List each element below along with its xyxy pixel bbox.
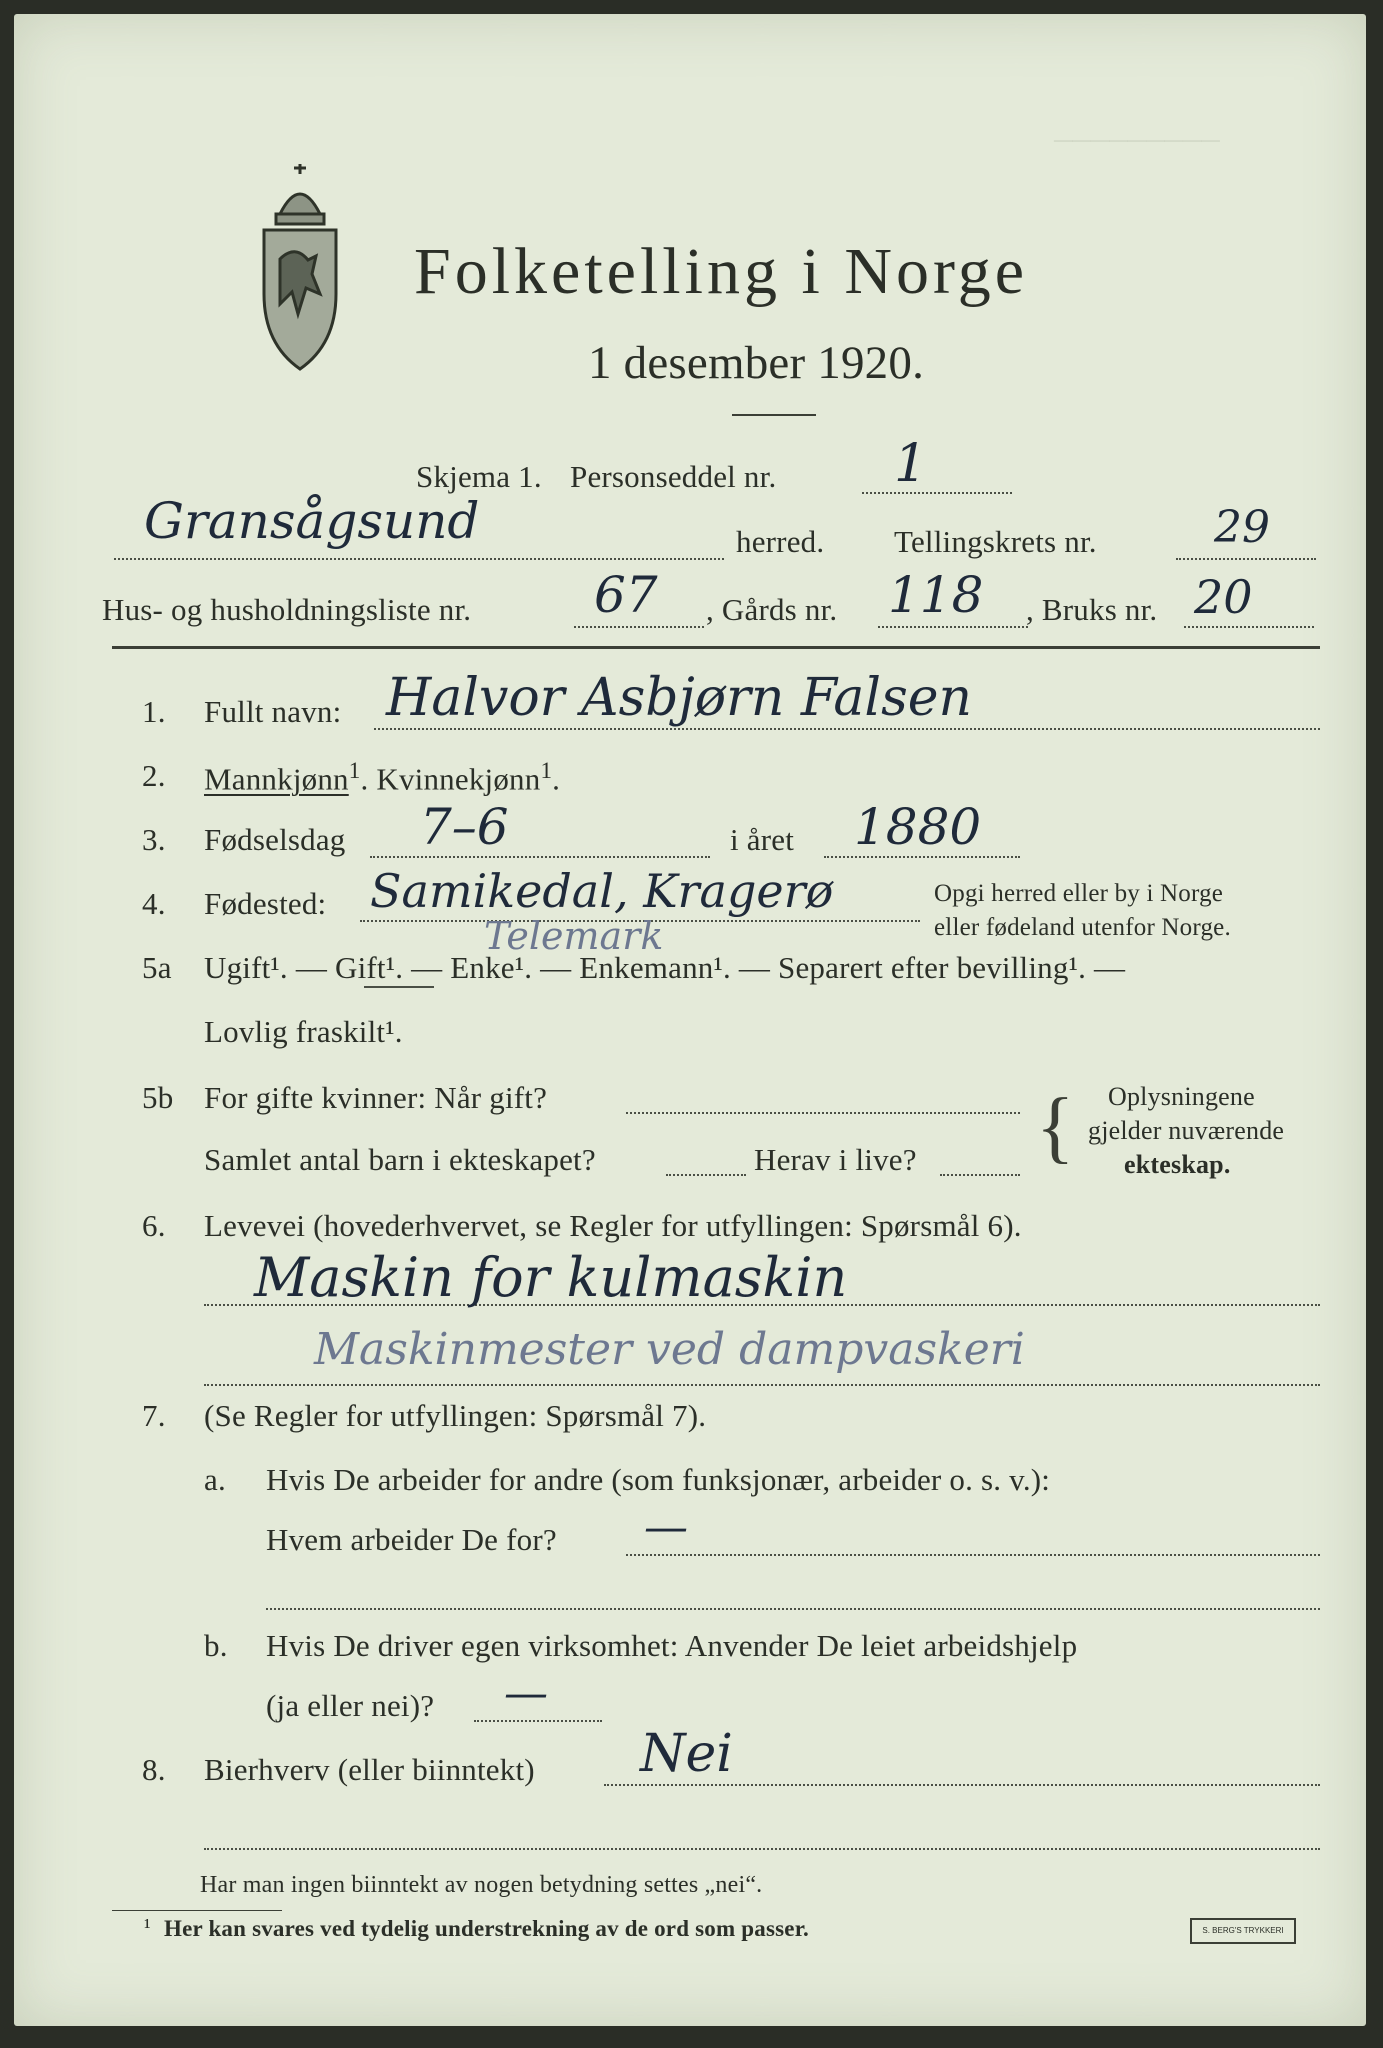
q7-label: (Se Regler for utfyllingen: Spørsmål 7). <box>204 1398 707 1433</box>
herred-value: Gransågsund <box>144 492 480 550</box>
herred-label: herred. <box>736 524 825 559</box>
personseddel-line <box>862 492 1012 494</box>
q5a-gift-underline <box>364 986 434 988</box>
hus-label: Hus- og husholdningsliste nr. <box>102 592 472 627</box>
q8-line-2 <box>204 1848 1320 1850</box>
q5a-options-2: Lovlig fraskilt¹. <box>204 1014 403 1049</box>
q7b-question: (ja eller nei)? <box>266 1688 435 1723</box>
q7a-line-2 <box>266 1608 1320 1610</box>
q7b-value: — <box>504 1668 548 1719</box>
q5b-line-1: For gifte kvinner: Når gift? <box>204 1080 548 1115</box>
q5b-line-2a: Samlet antal barn i ekteskapet? <box>204 1142 596 1177</box>
census-date: 1 desember 1920. <box>588 337 925 389</box>
q7-number: 7. <box>142 1398 166 1433</box>
q3-label: Fødselsdag <box>204 822 346 857</box>
q7a-letter: a. <box>204 1462 226 1497</box>
footer-note: Har man ingen biinntekt av nogen betydning settes „nei“. <box>200 1872 763 1898</box>
q4-note-1: Opgi herred eller by i Norge <box>934 880 1224 907</box>
bruks-label: , Bruks nr. <box>1026 592 1158 627</box>
q4-note-2: eller fødeland utenfor Norge. <box>934 914 1231 941</box>
q1-line <box>374 728 1320 730</box>
q2-female: Kvinnekjønn <box>376 761 541 797</box>
q6-line-2 <box>204 1384 1320 1386</box>
q3-year-value: 1880 <box>854 798 982 856</box>
tellingskrets-label: Tellingskrets nr. <box>894 524 1097 559</box>
gards-line <box>878 626 1028 628</box>
footnote-mark: ¹ <box>144 1914 151 1939</box>
herred-line <box>114 558 724 560</box>
footnote-rule <box>112 1910 282 1911</box>
show-through-text: ───────── <box>1054 126 1220 155</box>
personseddel-label: Personseddel nr. <box>570 459 777 494</box>
q6-value: Maskin for kulmaskin <box>254 1246 848 1309</box>
q8-value: Nei <box>640 1724 733 1784</box>
tellingskrets-line <box>1176 558 1316 560</box>
coat-of-arms-icon <box>250 164 350 374</box>
q3-year-label: i året <box>730 822 795 857</box>
title-divider <box>732 414 816 416</box>
q3-number: 3. <box>142 822 166 857</box>
q5b-line-2b: Herav i live? <box>754 1142 917 1177</box>
q7a-question: Hvem arbeider De for? <box>266 1522 557 1557</box>
bruks-value: 20 <box>1194 570 1253 624</box>
q4-label: Fødested: <box>204 886 327 921</box>
q5a-options: Ugift¹. — Gift¹. — Enke¹. — Enkemann¹. — Separert efter bevilling¹. — <box>204 950 1126 985</box>
q5b-side-1: Oplysningene <box>1108 1082 1255 1111</box>
tellingskrets-value: 29 <box>1214 502 1270 553</box>
q7a-text: Hvis De arbeider for andre (som funksjonær, arbeider o. s. v.): <box>266 1462 1051 1497</box>
bruks-line <box>1184 626 1314 628</box>
q3-day-value: 7–6 <box>420 798 509 856</box>
hus-line <box>574 626 704 628</box>
q5b-barn-line <box>666 1174 746 1176</box>
printer-mark-text: S. BERG'S TRYKKERI <box>1202 1926 1284 1935</box>
q8-label: Bierhverv (eller biinntekt) <box>204 1752 535 1787</box>
footnote-text: Her kan svares ved tydelig understrekning av de ord som passer. <box>164 1916 809 1941</box>
gards-label: , Gårds nr. <box>706 592 838 627</box>
q6-value-added: Maskinmester ved dampvaskeri <box>314 1324 1025 1375</box>
q6-number: 6. <box>142 1208 166 1243</box>
q2-female-period: . <box>552 761 561 797</box>
q1-number: 1. <box>142 694 166 729</box>
q4-value-added: Telemark <box>484 914 664 958</box>
gards-value: 118 <box>888 566 984 624</box>
q5b-live-line <box>940 1174 1020 1176</box>
q4-number: 4. <box>142 886 166 921</box>
q1-label: Fullt navn: <box>204 694 342 729</box>
q2-options <box>204 758 560 797</box>
printer-mark <box>1190 1918 1296 1944</box>
q7b-line <box>474 1720 602 1722</box>
hus-value: 67 <box>594 566 658 624</box>
q2-male: Mannkjønn <box>204 761 349 797</box>
q2-female-sup: 1 <box>540 758 553 783</box>
q2-male-period: . <box>360 761 369 797</box>
q3-year-line <box>824 856 1020 858</box>
census-form <box>14 14 1366 2026</box>
header-divider <box>112 646 1320 649</box>
q4-value: Samikedal, Kragerø <box>370 864 834 918</box>
q7b-text: Hvis De driver egen virksomhet: Anvender De leiet arbeidshjelp <box>266 1628 1078 1663</box>
q2-male-sup: 1 <box>348 758 361 783</box>
q5a-number: 5a <box>142 950 172 985</box>
q6-label: Levevei (hovederhvervet, se Regler for utfyllingen: Spørsmål 6). <box>204 1208 1022 1243</box>
q7b-letter: b. <box>204 1628 228 1663</box>
q7a-value: — <box>644 1502 688 1553</box>
q1-value: Halvor Asbjørn Falsen <box>386 668 973 728</box>
q5b-number: 5b <box>142 1080 174 1115</box>
q3-day-line <box>370 856 710 858</box>
q5b-side-3: ekteskap. <box>1124 1150 1231 1179</box>
form-title: Folketelling i Norge <box>414 235 1029 308</box>
personseddel-value: 1 <box>894 434 928 494</box>
q8-line <box>604 1784 1320 1786</box>
q7a-line-1 <box>626 1554 1320 1556</box>
q5b-naar-gift-line <box>626 1112 1020 1114</box>
q8-number: 8. <box>142 1752 166 1787</box>
q2-number: 2. <box>142 758 166 793</box>
q5b-side-2: gjelder nuværende <box>1088 1116 1285 1145</box>
q5b-brace: { <box>1036 1083 1075 1171</box>
skjema-label: Skjema 1. <box>416 459 542 494</box>
